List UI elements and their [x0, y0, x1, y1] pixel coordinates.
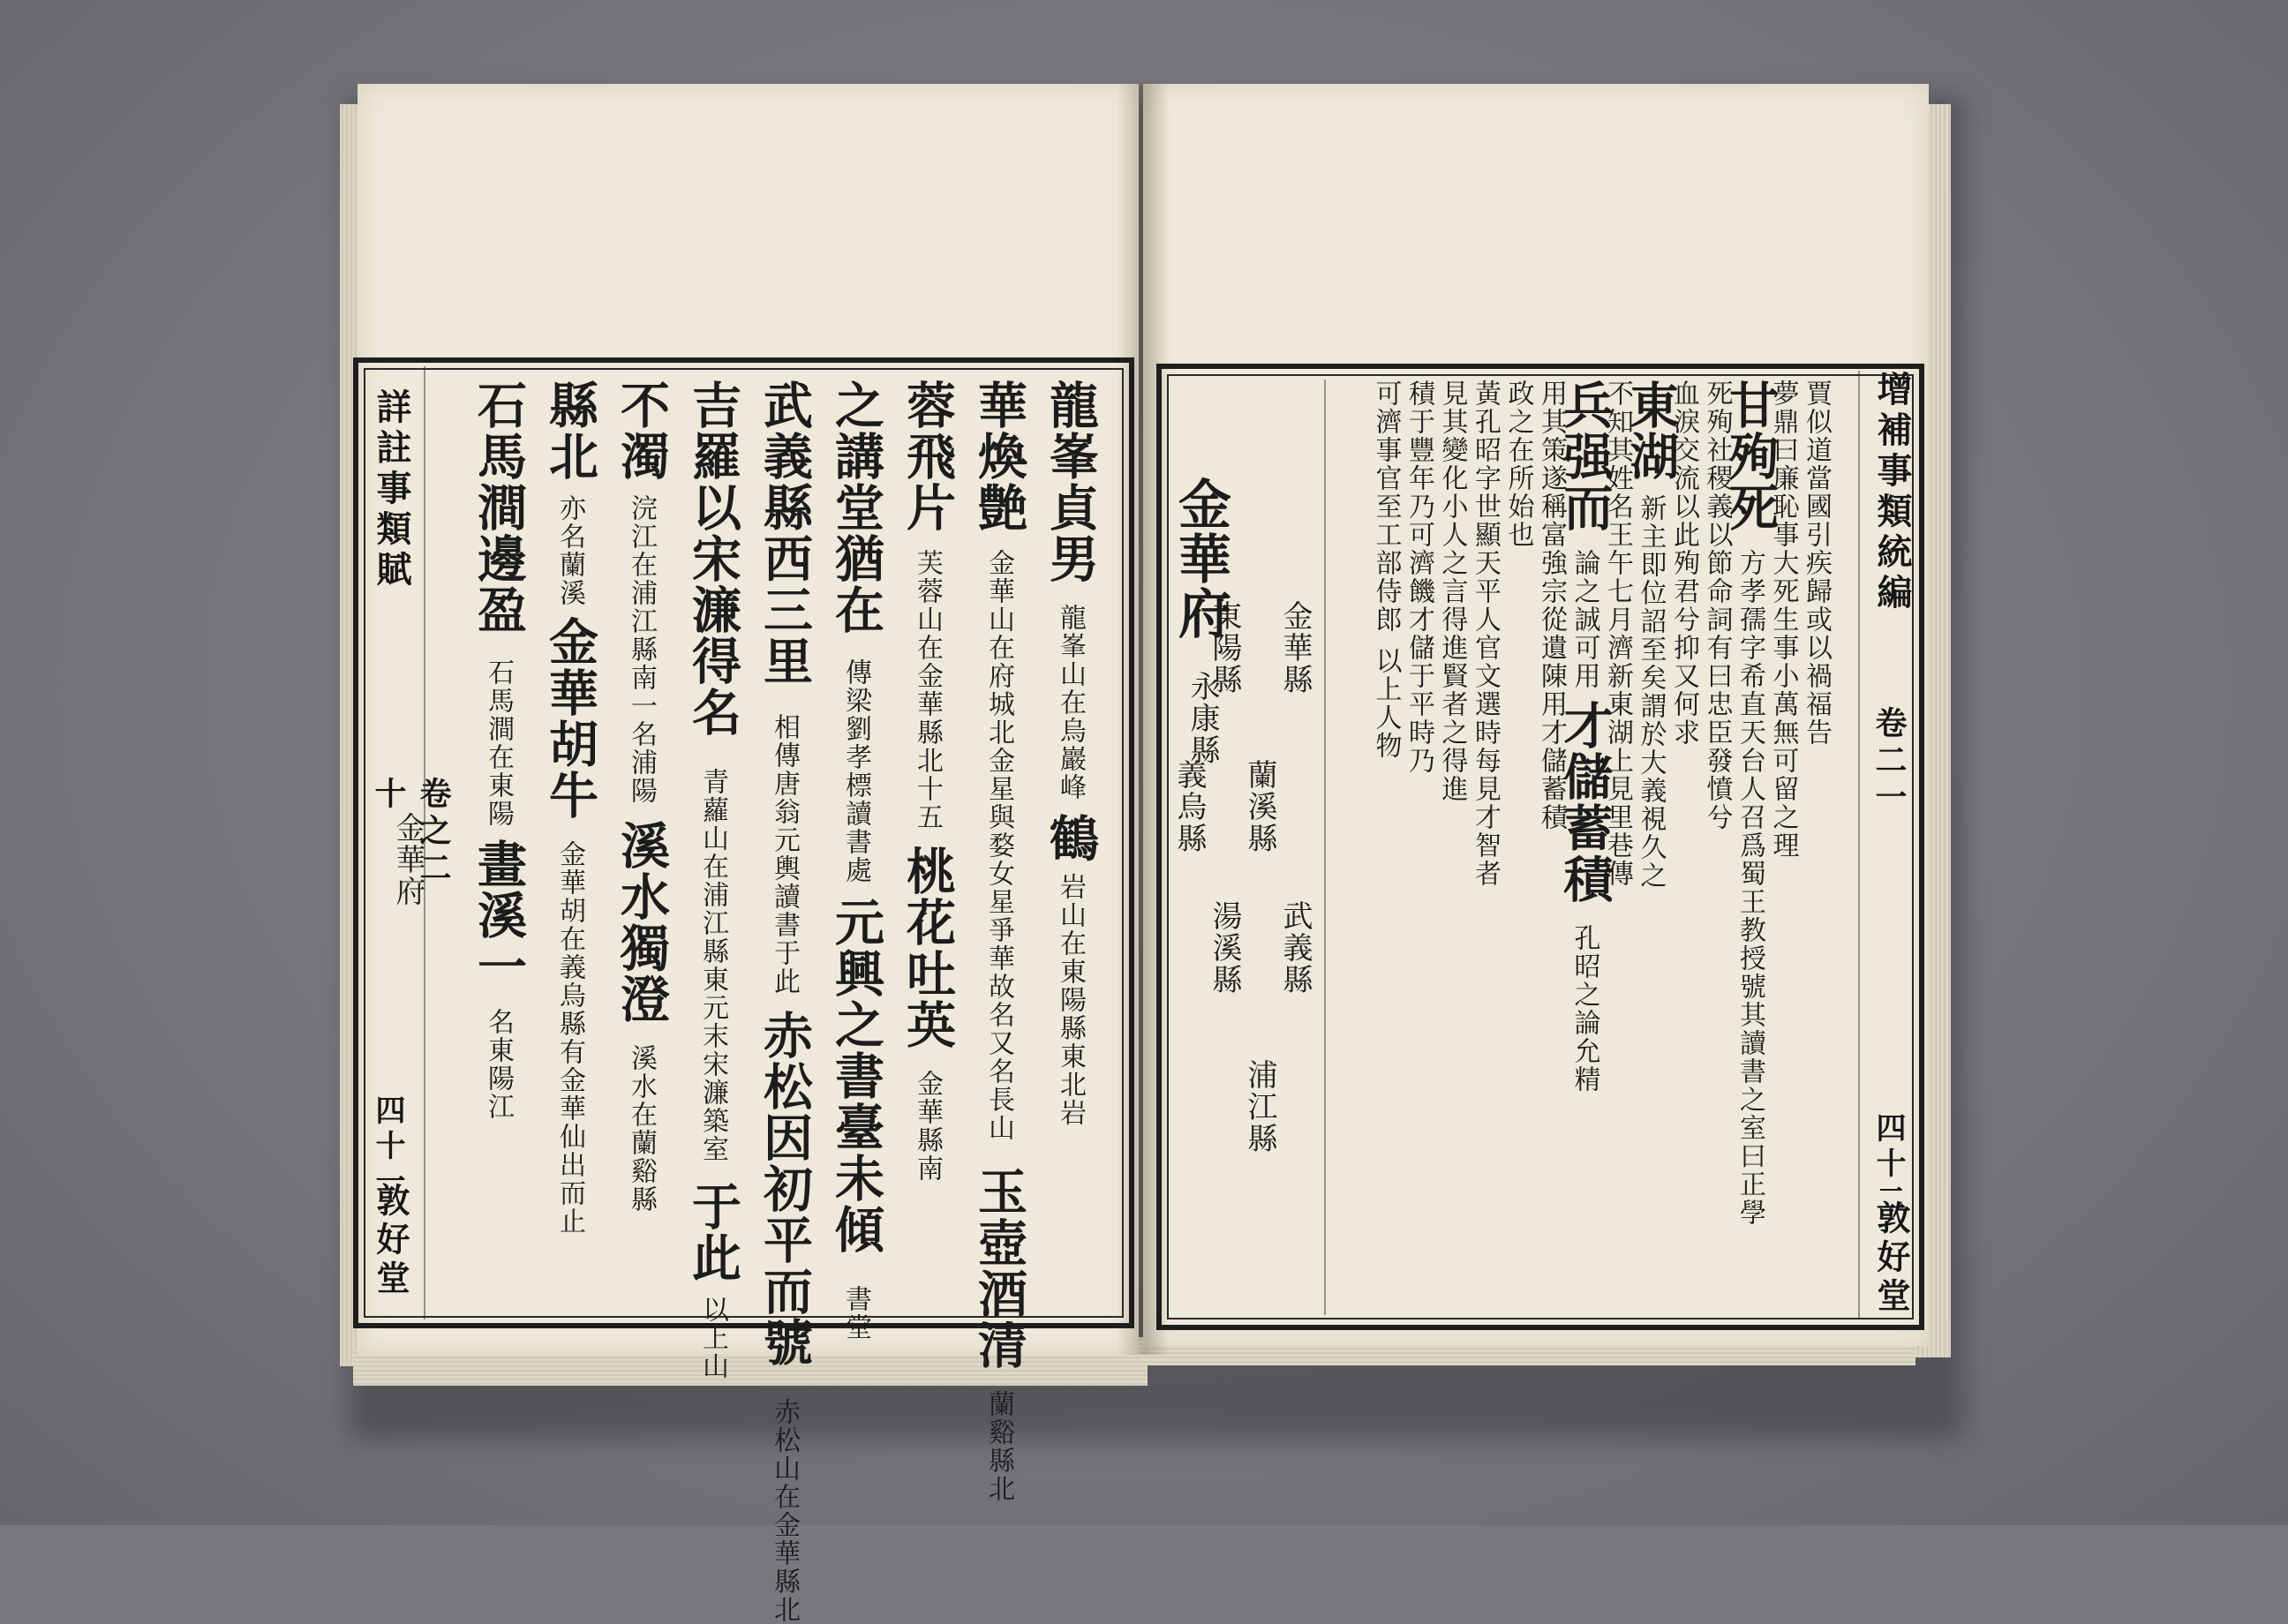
right-margin-title: 增補事類統編: [1871, 371, 1913, 614]
left-column-4-segment-2: 赤松因初平而號: [756, 1010, 814, 1368]
county-subheading: 永康縣: [1185, 671, 1220, 766]
left-publisher: 敦好堂: [371, 1183, 410, 1299]
left-column-8-segment-0: 石馬澗邊盈: [470, 380, 528, 635]
left-column-3-segment-2: 元興之書臺未傾: [827, 897, 885, 1255]
left-column-6-segment-0: 不濁: [613, 380, 671, 482]
county-heading: 金華府: [1170, 477, 1231, 641]
left-column-4-segment-0: 武義縣西三里: [756, 380, 814, 687]
right-column-1-segment-1: 夢鼎曰廉恥事大死生事小萬無可留之理: [1767, 380, 1799, 860]
right-column-12-segment-1: 積于豐年乃可濟饑才儲于平時乃: [1404, 380, 1434, 775]
right-column-0-segment-1: 賈似道當國引疾歸或以禍福告: [1801, 380, 1832, 747]
left-column-1-segment-2: 玉壺酒清: [970, 1166, 1028, 1371]
right-column-11-segment-1: 見其變化小人之言得進賢者之得進: [1436, 380, 1468, 803]
right-column-7-segment-1: 論之誠可用: [1569, 549, 1600, 690]
right-column-3-segment-1: 死殉社稷義以節命詞有曰忠臣發憤兮: [1701, 380, 1733, 831]
left-column-2-segment-1: 芙蓉山在金華縣北十五: [912, 549, 943, 831]
left-column-6-segment-2: 溪水獨澄: [613, 820, 671, 1025]
right-page-number: 四十二: [1870, 1112, 1906, 1218]
left-column-2-segment-0: 蓉飛片: [899, 380, 957, 533]
left-region: 金華府: [390, 812, 425, 907]
left-page-number: 四十一: [370, 1094, 405, 1200]
county-item: 東陽縣: [1207, 600, 1242, 695]
left-column-6-segment-1: 浣江在浦江縣南一名浦陽: [626, 494, 657, 805]
left-column-4-segment-3: 赤松山在金華縣北: [769, 1398, 800, 1624]
right-margin-rule: [1858, 371, 1860, 1320]
right-column-4-segment-1: 血淚交流以此殉君兮抑又何求: [1668, 380, 1699, 747]
left-column-7-segment-2: 金華胡牛: [541, 616, 599, 821]
county-item: 義烏縣: [1171, 759, 1207, 854]
right-column-7-segment-3: 孔昭之論允精: [1569, 924, 1600, 1094]
right-column-10-segment-1: 黃孔昭字世顯天平人官文選時每見才智者: [1470, 380, 1501, 888]
county-block-rule: [1324, 380, 1326, 1315]
left-column-4-segment-1: 相傳唐翁元輿讀書于此: [769, 713, 800, 996]
right-column-5-segment-0: 東湖: [1622, 380, 1681, 482]
right-column-13-segment-3: 以上人物: [1370, 647, 1402, 760]
left-column-2-segment-3: 金華縣南: [912, 1070, 943, 1183]
left-column-0-segment-3: 岩山在東陽縣東北岩: [1055, 873, 1086, 1127]
county-item: 武義縣: [1277, 900, 1313, 996]
left-column-8-segment-2: 畫溪一: [470, 838, 528, 992]
left-column-7-segment-3: 金華胡在義烏縣有金華仙出而止: [554, 840, 585, 1236]
right-column-8-segment-1: 用其策遂稱富強宗從遺陳用才儲蓄積: [1536, 380, 1567, 831]
left-column-3-segment-3: 書堂: [840, 1285, 871, 1342]
right-column-2-segment-0: 甘殉死: [1721, 380, 1780, 533]
county-item: 金華縣: [1277, 600, 1313, 695]
left-column-0-segment-1: 龍峯山在烏巖峰: [1055, 604, 1086, 801]
county-item: 浦江縣: [1242, 1059, 1277, 1154]
right-column-2-segment-1: 方孝孺字希直天台人召爲蜀王教授號其讀書之室曰正學: [1735, 549, 1765, 1227]
right-column-7-segment-2: 才儲蓄積: [1555, 700, 1614, 905]
right-publisher: 敦好堂: [1871, 1200, 1911, 1317]
left-column-0-segment-2: 鶴: [1042, 813, 1100, 864]
right-column-5-segment-1: 新主即位詔至矣謂於大義視久之: [1635, 494, 1667, 890]
right-column-6-segment-1: 不知其姓名王午七月濟新東湖上見里巷傳: [1602, 380, 1633, 888]
left-column-5-segment-1: 青蘿山在浦江縣東元末宋濂築室: [697, 768, 728, 1163]
left-column-3-segment-1: 傳梁劉孝標讀書處: [840, 658, 871, 884]
left-column-7-segment-1: 亦名蘭溪: [554, 494, 585, 607]
county-item: 蘭溪縣: [1242, 759, 1277, 854]
left-column-2-segment-2: 桃花吐英: [899, 846, 957, 1050]
left-column-7-segment-0: 縣北: [541, 380, 599, 482]
right-volume: 卷二一: [1870, 706, 1908, 817]
left-column-0-segment-0: 龍峯貞男: [1042, 380, 1100, 584]
left-column-8-segment-3: 名東陽江: [483, 1008, 514, 1121]
right-column-9-segment-1: 政之在所始也: [1502, 380, 1534, 549]
right-column-13-segment-1: 可濟事官至工部侍郎: [1370, 380, 1402, 634]
left-volume: 卷之二十: [370, 777, 452, 888]
left-column-5-segment-0: 吉羅以宋濂得名: [684, 380, 742, 738]
bottom-left-edges: [353, 1350, 1148, 1386]
left-column-6-segment-3: 溪水在蘭谿縣: [626, 1044, 657, 1214]
left-column-1-segment-1: 金華山在府城北金星與婺女星爭華故名又名長山: [983, 549, 1014, 1142]
right-column-7-segment-0: 兵强而: [1555, 380, 1614, 533]
left-column-3-segment-0: 之講堂猶在: [827, 380, 885, 635]
left-column-5-segment-3: 以上山: [697, 1296, 728, 1380]
left-column-1-segment-3: 蘭谿縣北: [983, 1390, 1014, 1503]
county-item: 湯溪縣: [1207, 900, 1242, 996]
left-margin-rule: [424, 366, 425, 1320]
left-column-8-segment-1: 石馬澗在東陽: [483, 658, 514, 828]
left-margin-title: 詳註事類賦: [371, 388, 412, 591]
left-column-5-segment-2: 于此: [684, 1181, 742, 1283]
left-column-1-segment-0: 華煥艶: [970, 380, 1028, 533]
